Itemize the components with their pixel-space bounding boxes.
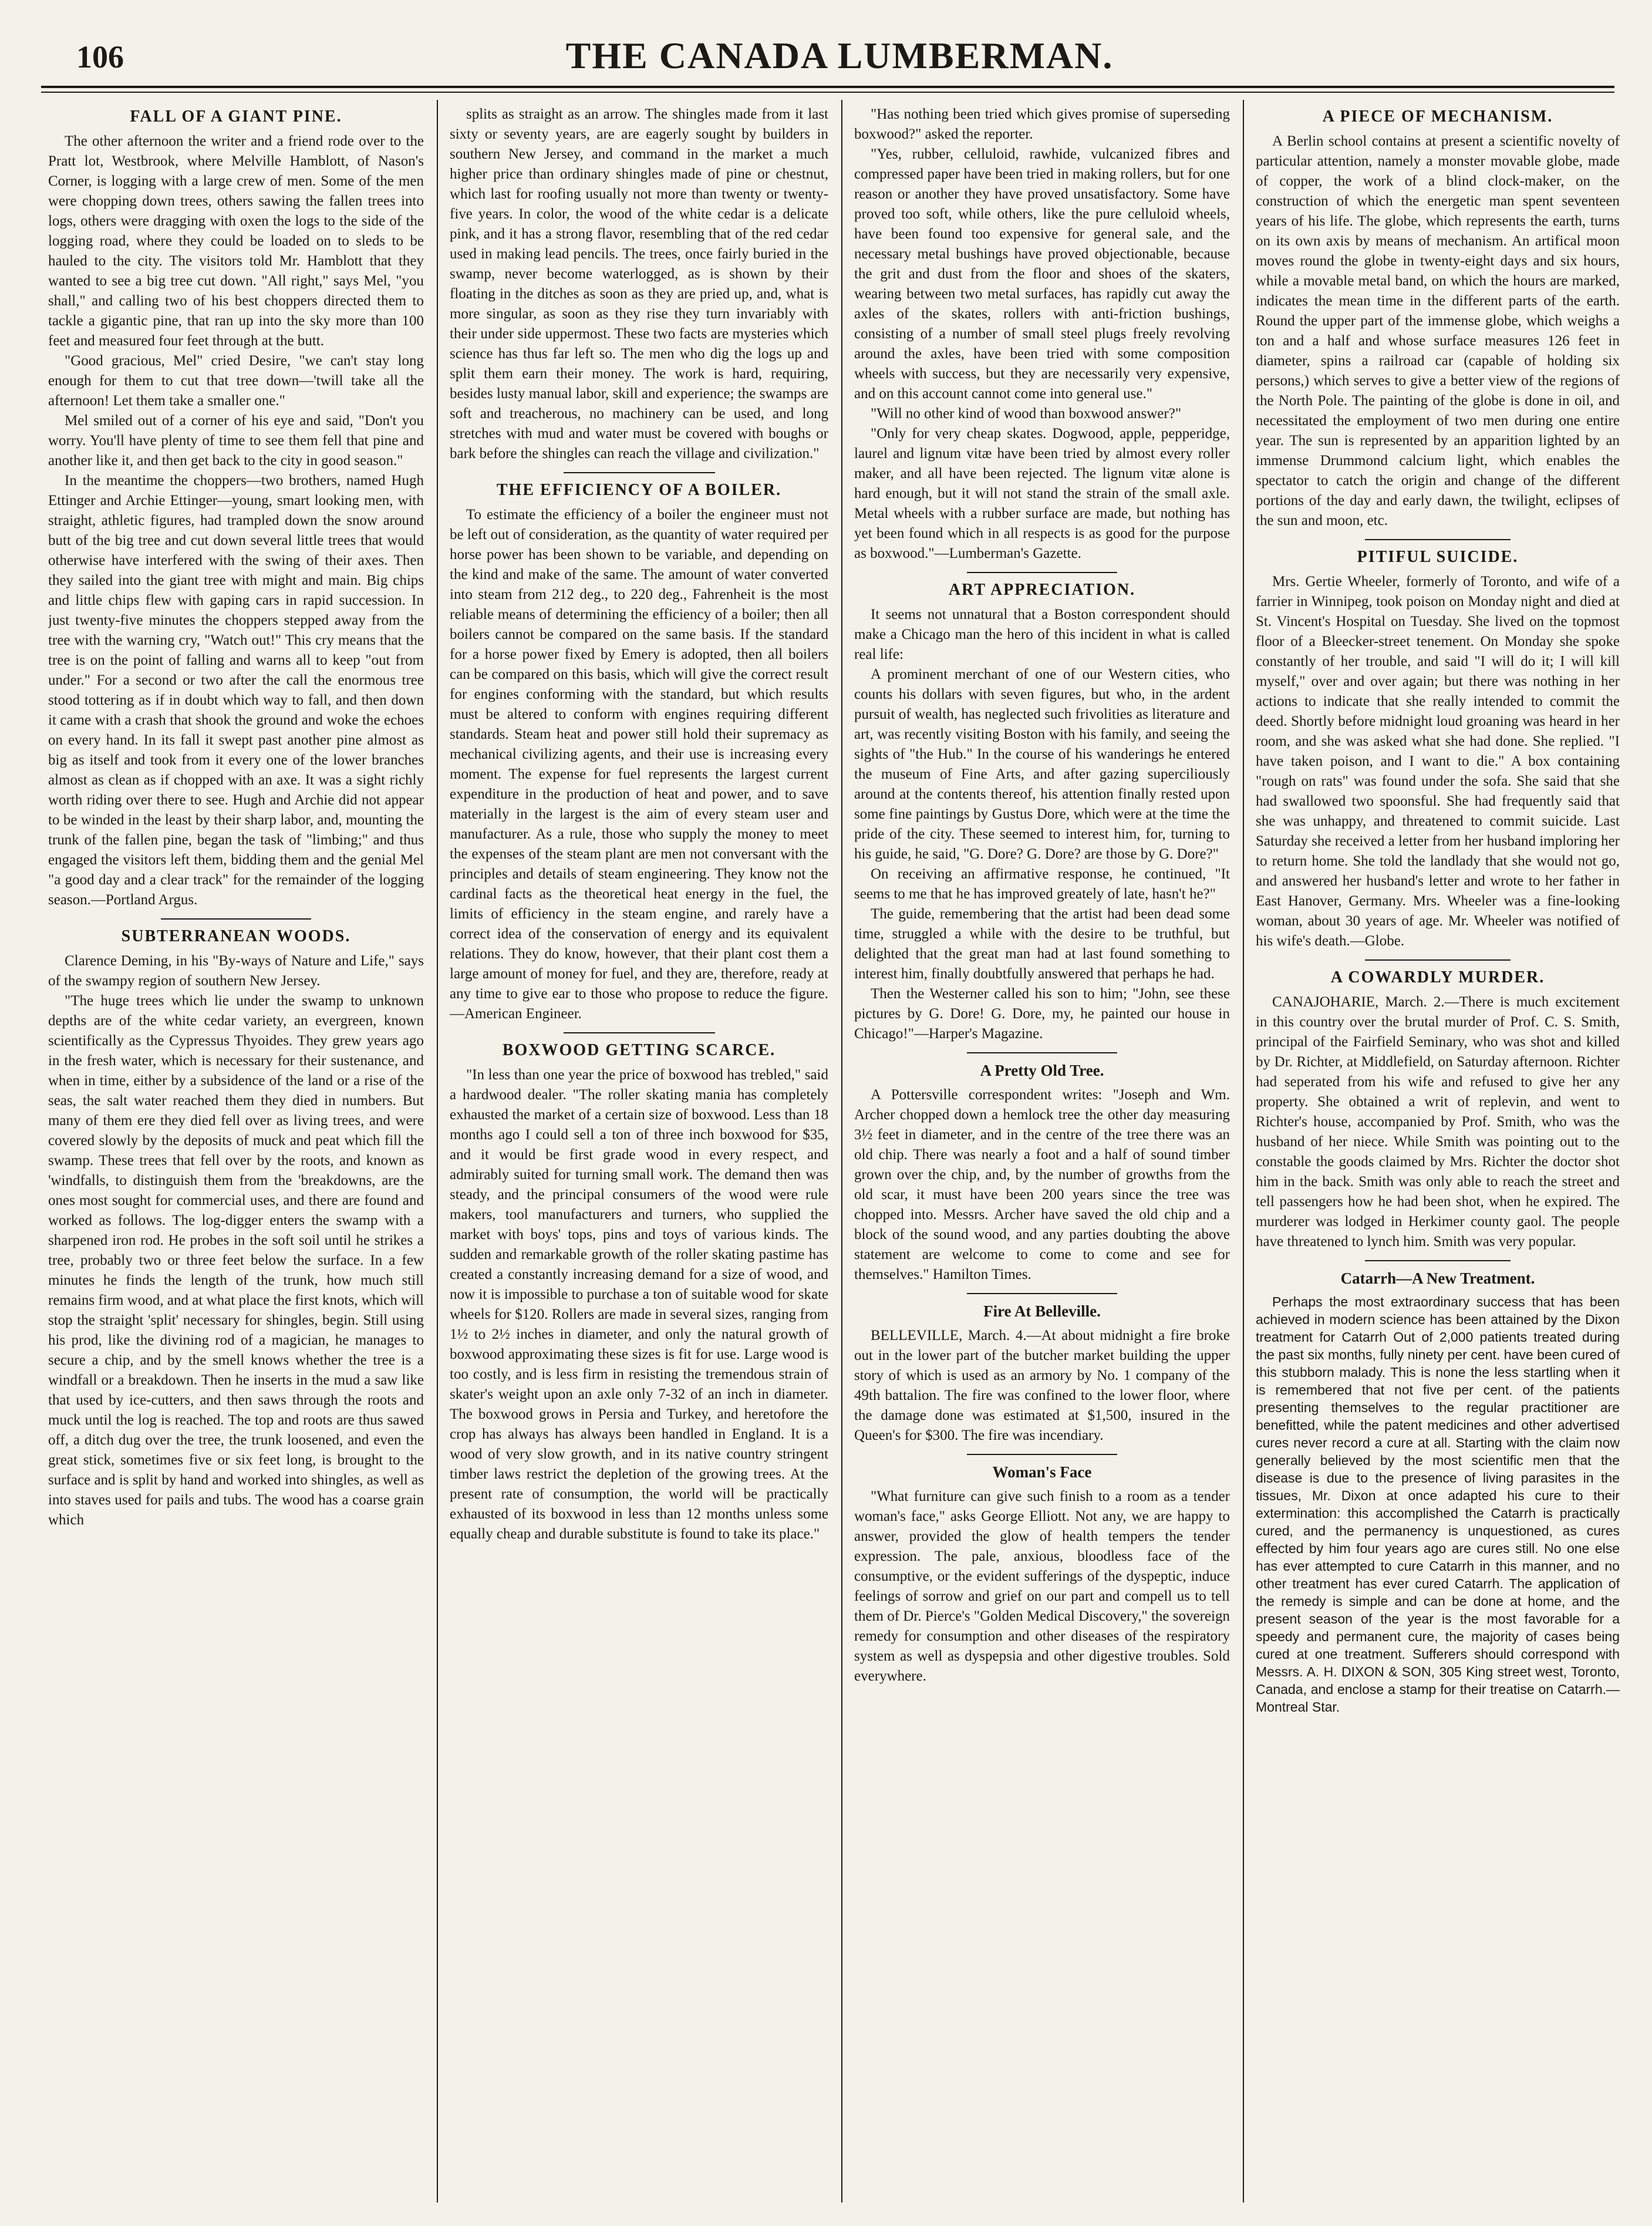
article (450, 480, 828, 1024)
article-paragraph: "The huge trees which lie under the swamp to unknown depths are of the white cedar variety, an evergreen, known scientifically as the Cypressus Thyoides. They grew years ago in the fresh water, which is necessary for their sustenance, and when in time, either by a subsidence of the land or a rise of the seas, the salt water reached them they died in numbers. But many of them ere they died fell over as living trees, and were covered slowly by the deposits of muck and peat which fill the swamp. These trees that fell over by the roots, and known as 'windfalls, to distinguish them from the 'breakdowns, are the ones most sought for commercial uses, and there are found and worked as follows. The log-digger enters the swamp with a sharpened iron rod. He probes in the soft soil until he strikes a tree, probably two or three feet below the surface. In a few minutes he finds the length of the trunk, how much still remains firm wood, and at what place the first knots, which will stop the straight 'split' necessary for shingles, begin. Still using his prod, like the divining rod of a magician, he manages to secure a chip, and by the smell knows whether the tree is a windfall or a breakdown. Then he inserts in the mud a saw like that used by ice-cutters, and then saws through the roots and muck until the log is reached. The top and roots are thus sawed off, a ditch dug over the tree, the trunk loosened, and even the great stick, sometimes five or six feet long, is brought to the surface and is split by hand and worked into shingles, as well as into staves used for pails and tubs. The wood has a coarse grain which (48, 993, 424, 1528)
article-paragraph: It seems not unnatural that a Boston correspondent should make a Chicago man the hero of this incident in what is called real life: (854, 607, 1230, 662)
article (1256, 107, 1620, 531)
article-paragraph: Clarence Deming, in his "By-ways of Nature and Life," says of the swampy region of southern New Jersey. (48, 953, 424, 989)
column-divider (841, 100, 842, 2203)
article-divider (1365, 539, 1511, 540)
article-paragraph: In the meantime the choppers—two brothers, named Hugh Ettinger and Archie Ettinger—young, smart looking men, with straight, athletic figures, had trampled down the snow around butt of the big tree and cut down several little trees that would otherwise have interfered with the swing of their axes. Then they sailed into the giant tree with might and main. Big chips and little chips flew with gaping cars in rapid succession. In just twenty-five minutes the choppers stepped away from the tree with the warning cry, "Watch out!" This cry means that the tree is on the point of falling and warns all to keep "out from under." For a second or two after the call the enormous tree stood tottering as if in doubt which way to fall, and then down it came with a crash that shook the ground and woke the echoes on every hand. In its fall it swept past another pine almost as big as itself and took from it every one of the lower branches almost as clean as if chopped with an axe. It was a sight richly worth riding over there to see. Hugh and Archie did not appear to be winded in the least by their sharp labor, and, mounting the trunk of the fallen pine, began the task of "limbing;" and thus engaged the visitors left them, bidding them and the genial Mel "a good day and a clear track" for the remainder of the logging season.—Portland Argus. (48, 473, 424, 908)
article-paragraph: "Yes, rubber, celluloid, rawhide, vulcanized fibres and compressed paper have been tried in making rollers, but for one reason or another they have proved unsatisfactory. Some have proved too soft, while others, like the pure celluloid wheels, have been found too expensive for general sale, and the necessary metal bushings have proved objectionable, because the grit and dust from the floor and shoes of the skaters, wearing between two metal surfaces, has rapidly cut away the axles of the skates, rollers with anti-friction bushings, consisting of a number of small steel plugs freely revolving around the axles, have been tried with some composition wheels with success, but they are necessarily very expensive, and on this account cannot come into general use." (854, 146, 1230, 402)
article (1256, 1268, 1620, 1716)
header-rule (41, 86, 1614, 88)
article-headline: Woman's Face (992, 1463, 1092, 1481)
article (854, 1462, 1230, 1686)
article-paragraph: A Berlin school contains at present a scientific novelty of particular attention, namely a monster movable globe, made of copper, the work of a blind clock-maker, on the construction of which the energetic man spent seventeen years of his life. The globe, which represents the earth, turns on its own axis by means of mechanism. An artifical moon moves round the globe in twenty-eight days and six hours, while a movable metal band, on which the hours are marked, indicates the mean time in the different parts of the earth. Round the upper part of the immense globe, which weighs a ton and a half and whose surface measures 126 feet in diameter, spins a railroad car (capable of holding six persons,) which serves to give a better view of the regions of the North Pole. The painting of the globe is done in oil, and necessitated the employment of two men during one entire year. The sun is represented by an apparition lighted by an immense Drummond calcium light, which enables the spectator to catch the origin and change of the different portions of the day and early dawn, the twilight, eclipses of the sun and moon, etc. (1256, 133, 1620, 528)
article-headline: Catarrh—A New Treatment. (1340, 1269, 1535, 1287)
article-divider (161, 918, 311, 920)
article-paragraph: To estimate the efficiency of a boiler the engineer must not be left out of consideration, as the quantity of water required per horse power has been shown to be variable, and depending on the kind and make of the same. The amount of water converted into steam from 212 deg., to 220 deg., Fahrenheit is the most reliable means of determining the efficiency of a boiler; then all boilers cannot be compared on the same basis. If the standard for a horse power fixed by Emery is adopted, then all boilers can be compared on this basis, which will give the correct result for engines conforming with the standard, but which results must be altered to conform with engines requiring different standards. Steam heat and power still hold their supremacy as mechanical civilizing agents, and their use is increasing every moment. The expense for fuel represents the largest current expenditure in the production of heat and power, and to save materially in the largest is the aim of every steam user and manufacturer. As a rule, those who supply the money to meet the expenses of the steam plant are men not conversant with the principles and details of steam engineering. They know not the cardinal facts as the theoretical heat energy in the fuel, the limits of efficiency in the steam engine, and rarely have a correct idea of the conservation of energy and its equivalent relations. They do know, however, that their plant cost them a large amount of money for fuel, and they are, therefore, ready at any time to give ear to those who propose to reduce the figure.—American Engineer. (450, 507, 828, 1022)
article-divider (564, 1032, 715, 1033)
article-paragraph: Then the Westerner called his son to him; "John, see these pictures by G. Dore! G. Dore, my, he painted our house in Chicago!"—Harper's Magazine. (854, 986, 1230, 1042)
article-headline: THE EFFICIENCY OF A BOILER. (496, 481, 782, 499)
page-number: 106 (76, 39, 124, 75)
header-rule-thin (41, 92, 1614, 93)
column-2 (450, 105, 828, 2203)
article (1256, 547, 1620, 951)
article-paragraph: "Will no other kind of wood than boxwood answer?" (871, 406, 1182, 422)
article-headline: ART APPRECIATION. (948, 581, 1136, 599)
article (854, 580, 1230, 1044)
article-paragraph: On receiving an affirmative response, he continued, "It seems to me that he has improved greately of late, hasn't he?" (854, 866, 1230, 902)
article-divider (1365, 1260, 1511, 1261)
article-paragraph: splits as straight as an arrow. The shingles made from it last sixty or seventy years, are are eagerly sought by builders in southern New Jersey, and command in the market a much higher price than ordinary shingles made of pine or chestnut, which last for roofing usually not more than twenty or twenty-five years. In color, the wood of the white cedar is a delicate pink, and it has a strong flavor, resembling that of the red cedar used in making lead pencils. The trees, once fairly buried in the swamp, never become waterlogged, as is shown by their floating in the ditches as soon as they are pried up, and, what is more singular, as soon as they rise they turn invariably with their under side uppermost. These two facts are mysteries which science has thus far left so. The men who dig the logs up and split them earn their money. The work is hard, requiring, besides lusty manual labor, skill and experience; the swamps are soft and treacherous, no machinery can be used, and long stretches with mud and water must be covered with boughs or bark before the shingles can reach the village and civilization." (450, 106, 828, 462)
column-divider (437, 100, 438, 2203)
article-divider (1365, 959, 1511, 961)
article-divider (967, 1454, 1117, 1455)
article-headline: Fire At Belleville. (983, 1302, 1101, 1320)
article (1256, 968, 1620, 1252)
article-paragraph: A prominent merchant of one of our Western cities, who counts his dollars with seven figures, but who, in the ardent pursuit of wealth, has neglected such frivolities as literature and art, was recently visiting Boston with his family, and seeing the sights of "the Hub." In the course of his wanderings he entered the museum of Fine Arts, and after gazing superciliously around at the contents thereof, his attention finally rested upon some fine paintings by Gustus Dore, which were at the time the pride of the city. These seemed to interest him, for, turning to his guide, he said, "G. Dore? G. Dore? are those by G. Dore?" (854, 666, 1230, 862)
article-paragraph: "Good gracious, Mel" cried Desire, "we can't stay long enough for them to cut that tree down—'twill take all the afternoon! Let them take a smaller one." (48, 353, 424, 409)
article-divider (967, 1293, 1117, 1294)
article-headline: A COWARDLY MURDER. (1330, 968, 1545, 986)
article-paragraph: CANAJOHARIE, March. 2.—There is much excitement in this country over the brutal murder of Prof. C. S. Smith, principal of the Fairfield Seminary, who was shot and killed by Dr. Richter, at Middlefield, on Saturday afternoon. Richter had seperated from his wife and refused to give her any property. She obtained a writ of replevin, and went to Richter's house, accompanied by Prof. Smith, who was the husband of her niece. While Smith was pointing out to the constable the goods claimed by Mrs. Richter the doctor shot him in the back. Smith was only able to reach the street and tell passengers how he had been shot, when he expired. The murderer was lodged in Herkimer county gaol. The people have threatened to lynch him. Smith was very popular. (1256, 994, 1620, 1250)
article-paragraph: "What furniture can give such finish to a room as a tender woman's face," asks George Elliott. Not any, we are happy to answer, provided the glow of health tempers the tender expression. The pale, anxious, bloodless face of the consumptive, or the evident sufferings of the dyspeptic, induce feelings of sorrow and grief on our part and compell us to tell them of Dr. Pierce's "Golden Medical Discovery," the sovereign remedy for consumption and other diseases of the respiratory system as well as dyspepsia and other digestive troubles. Sold everywhere. (854, 1489, 1230, 1684)
article-paragraph: "Has nothing been tried which gives promise of superseding boxwood?" asked the reporter. (854, 106, 1230, 142)
column-1 (48, 105, 424, 2203)
article-paragraph: BELLEVILLE, March. 4.—At about midnight a fire broke out in the lower part of the butcher market building the upper story of which is used as an armory by No. 1 company of the 49th battalion. The fire was confined to the lower floor, where the damage done was estimated at $1,500, insured in the Queen's for $300. The fire was incendiary. (854, 1328, 1230, 1443)
article (854, 1060, 1230, 1285)
column-3 (854, 105, 1230, 2203)
article-paragraph: Mel smiled out of a corner of his eye and said, "Don't you worry. You'll have plenty of time to see them fell that pine and another like it, and then get back to the city in good season." (48, 413, 424, 469)
article-paragraph: "In less than one year the price of boxwood has trebled," said a hardwood dealer. "The roller skating mania has completely exhausted the market of a certain size of boxwood. Less than 18 months ago I could sell a ton of three inch boxwood for $35, and it would be first grade wood in every respect, and admirably suited for turning small work. The demand then was steady, and the principal consumers of the wood were rule makers, tool manufacturers and turners, who supplied the market with boys' tops, pins and toys of various kinds. The sudden and remarkable growth of the roller skating pastime has created a constantly increasing demand for a size of wood, and now it is impossible to purchase a ton of suitable wood for skate wheels for $120. Rollers are made in several sizes, ranging from 1½ to 2½ inches in diameter, and only the natural growth of boxwood approximating these sizes is fit for use. Large wood is too costly, and is less firm in resisting the tremendous strain of skater's weight upon an axle only 7-32 of an inch in diameter. The boxwood grows in Persia and Turkey, and heretofore the crop has always has always been handled in England. It is a wood of very slow growth, and in its native country stringent timber laws restrict the depletion of the growing trees. At the present rate of consumption, the world will be practically exhausted of its boxwood in less than 12 months unless some equally cheap and durable substitute is found to take its place." (450, 1067, 828, 1542)
article-paragraph: The guide, remembering that the artist had been dead some time, struggled a while with the desire to be truthful, but delighted that the great man had at last found something to interest him, finally doubtfully answered that perhaps he had. (854, 906, 1230, 982)
article-headline: A PIECE OF MECHANISM. (1322, 107, 1553, 126)
article (450, 105, 828, 464)
article (450, 1040, 828, 1544)
article-paragraph: The other afternoon the writer and a friend rode over to the Pratt lot, Westbrook, where Melville Hamblott, of Nason's Corner, is logging with a large crew of men. Some of the men were chopping down trees, others sawing the fallen trees into logs, others were dragging with oxen the logs to the side of the logging road, where they could be loaded on to sleds to be hauled to the city. The visitors told Mr. Hamblott that they wanted to see a big tree cut down. "All right," says Mel, "you shall," and calling two of his best choppers directed them to tackle a gigantic pine, that ran up into the sky more than 100 feet and measured four feet through at the butt. (48, 133, 424, 349)
column-divider (1243, 100, 1244, 2203)
article-paragraph: Mrs. Gertie Wheeler, formerly of Toronto, and wife of a farrier in Winnipeg, took poison on Monday night and died at St. Vincent's Hospital on Tuesday. She lived on the topmost floor of a Bleecker-street tenement. On Monday she spoke constantly of her trouble, and said "I will do it; I will kill myself," over and over again; but there was nothing in her actions to indicate that she really intended to commit the deed. Shortly before midnight loud groaning was heard in her room, and she was asked what she had done. She replied. "I have taken poison, and I want to die." A box containing "rough on rats" was found under the sofa. She said that she had swallowed two spoonsful. She had frequently said that she was unhappy, and threatened to commit suicide. Last Saturday she received a letter from her husband imploring her to return home. She told the landlady that she would not go, and answered her husband's letter and wrote to her father in East Hanover, Germany. Mrs. Wheeler was a fine-looking woman, about 30 years of age. Mr. Wheeler was notified of his wife's death.—Globe. (1256, 574, 1620, 949)
article-paragraph: "Only for very cheap skates. Dogwood, apple, pepperidge, laurel and lignum vitæ have been tried by almost every roller maker, and all have been rejected. The lignum vitæ alone is hard enough, but it will not stand the strain of the small axle. Metal wheels with a rubber surface are made, but nothing has yet been found which in all respects is as good for the purpose as boxwood."—Lumberman's Gazette. (854, 426, 1230, 561)
article-headline: PITIFUL SUICIDE. (1357, 548, 1519, 566)
article-headline: BOXWOOD GETTING SCARCE. (502, 1041, 776, 1059)
article-paragraph: Perhaps the most extraordinary success that has been achieved in modern science has been attained by the Dixon treatment for Catarrh Out of 2,000 patients treated during the past six months, fully ninety per cent. have been cured of this stubborn malady. This is none the less startling when it is remembered that not five per cent. of the patients presenting themselves to the regular practitioner are benefitted, while the patent medicines and other advertised cures never record a cure at all. Starting with the claim now generally believed by the most scientific men that the disease is due to the presence of living parasites in the tissues, Mr. Dixon at once adapted his cure to their extermination: this accomplished the Catarrh is practically cured, and the permanency is unquestioned, as cures effected by him four years ago are cures still. No one else has ever attempted to cure Catarrh in this manner, and no other treatment has ever cured Catarrh. The application of the remedy is simple and can be done at home, and the present season of the year is the most favorable for a speedy and permanent cure, the majority of cases being cured at one treatment. Sufferers should correspond with Messrs. A. H. DIXON & SON, 305 King street west, Toronto, Canada, and enclose a stamp for their treatise on Catarrh.—Montreal Star. (1256, 1294, 1620, 1715)
article-divider (967, 572, 1117, 573)
article (48, 107, 424, 910)
article (854, 1301, 1230, 1446)
article-headline: A Pretty Old Tree. (980, 1062, 1104, 1079)
article-headline: FALL OF A GIANT PINE. (130, 107, 342, 126)
article-divider (967, 1052, 1117, 1053)
masthead: THE CANADA LUMBERMAN. (565, 35, 1114, 76)
page-header (76, 29, 1603, 83)
column-4 (1256, 105, 1620, 2203)
article (854, 105, 1230, 564)
article (48, 927, 424, 1530)
article-paragraph: A Pottersville correspondent writes: "Joseph and Wm. Archer chopped down a hemlock tree the other day measuring 3½ feet in diameter, and in the centre of the tree there was an old chip. There was nearly a foot and a half of sound timber grown over the chip, and, by the number of growths from the old scar, it must have been 200 years since the tree was chopped into. Messrs. Archer have saved the old chip and a block of the sound wood, and any parties doubting the above statement are welcome to come to come and see for themselves." Hamilton Times. (854, 1087, 1230, 1282)
article-headline: SUBTERRANEAN WOODS. (121, 927, 351, 945)
article-divider (564, 472, 715, 473)
